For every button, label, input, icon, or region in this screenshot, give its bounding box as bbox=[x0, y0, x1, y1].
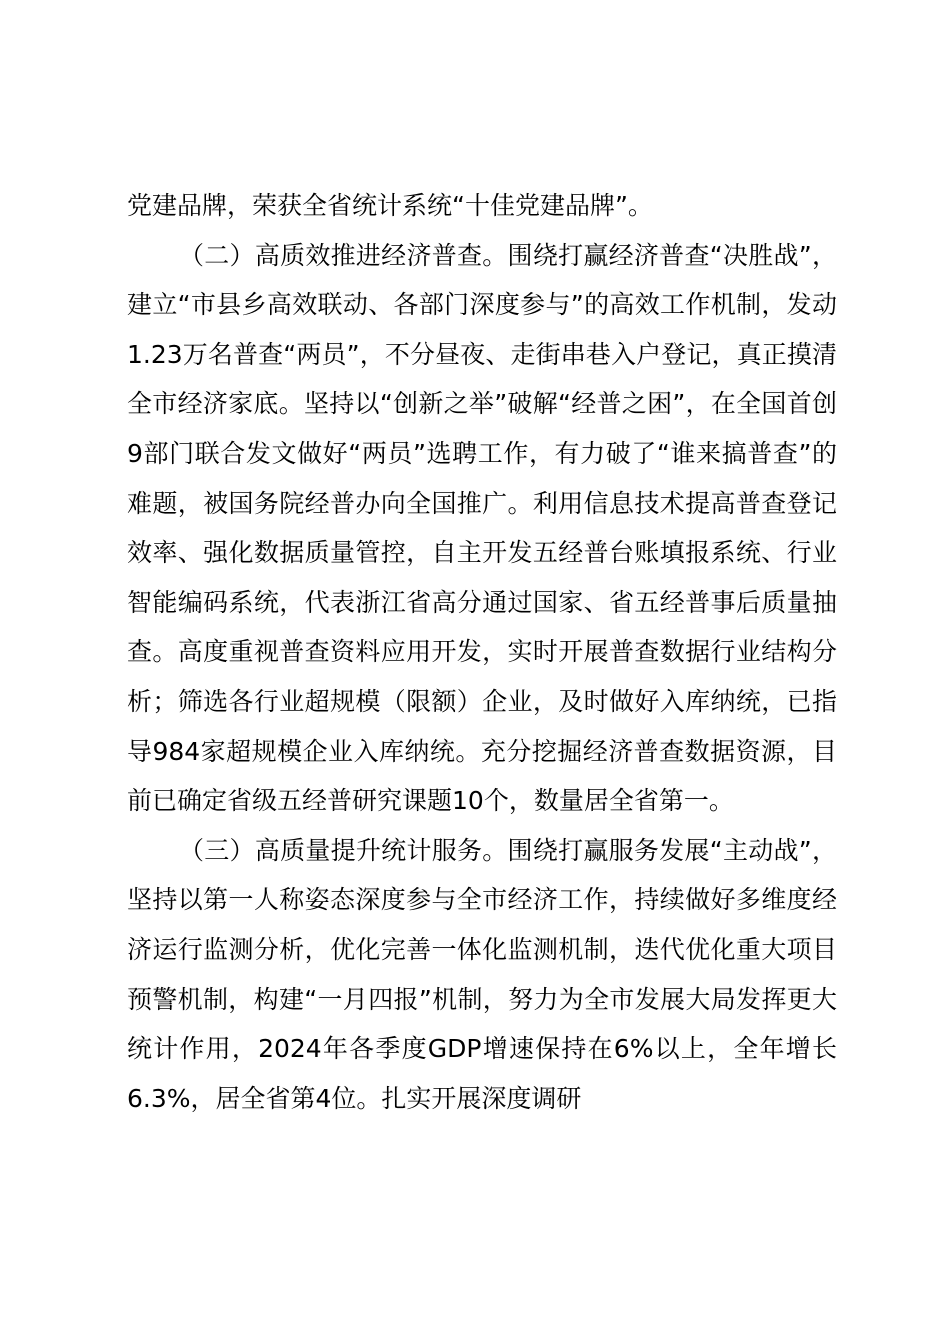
paragraph-economic-census: （二）高质效推进经济普查。围绕打赢经济普查“决胜战”，建立“市县乡高效联动、各部门深度参与”的高效工作机制，发动1.23万名普查“两员”，不分昼夜、走街串巷入户登记，真正摸清全市经济家底。坚持以“创新之举”破解“经普之困”，在全国首创9部门联合发文做好“两员”选聘工作，有力破了“谁来搞普查”的难题，被国务院经普办向全国推广。利用信息技术提高普查登记效率、强化数据质量管控，自主开发五经普台账填报系统、行业智能编码系统，代表浙江省高分通过国家、省五经普事后质量抽查。高度重视普查资料应用开发，实时开展普查数据行业结构分析；筛选各行业超规模（限额）企业，及时做好入库纳统，已指导984家超规模企业入库纳统。充分挖掘经济普查数据资源，目前已确定省级五经普研究课题10个，数量居全省第一。 bbox=[127, 240, 837, 816]
paragraph-continuation: 党建品牌，荣获全省统计系统“十佳党建品牌”。 bbox=[127, 191, 653, 220]
paragraph-statistical-service: （三）高质量提升统计服务。围绕打赢服务发展“主动战”，坚持以第一人称姿态深度参与全市经济工作，持续做好多维度经济运行监测分析，优化完善一体化监测机制，迭代优化重大项目预警机制，构建“一月四报”机制，努力为全市发展大局发挥更大统计作用，2024年各季度GDP增速保持在6%以上，全年增长6.3%，居全省第4位。扎实开展深度调研 bbox=[127, 835, 837, 1113]
document-body bbox=[127, 181, 837, 1123]
